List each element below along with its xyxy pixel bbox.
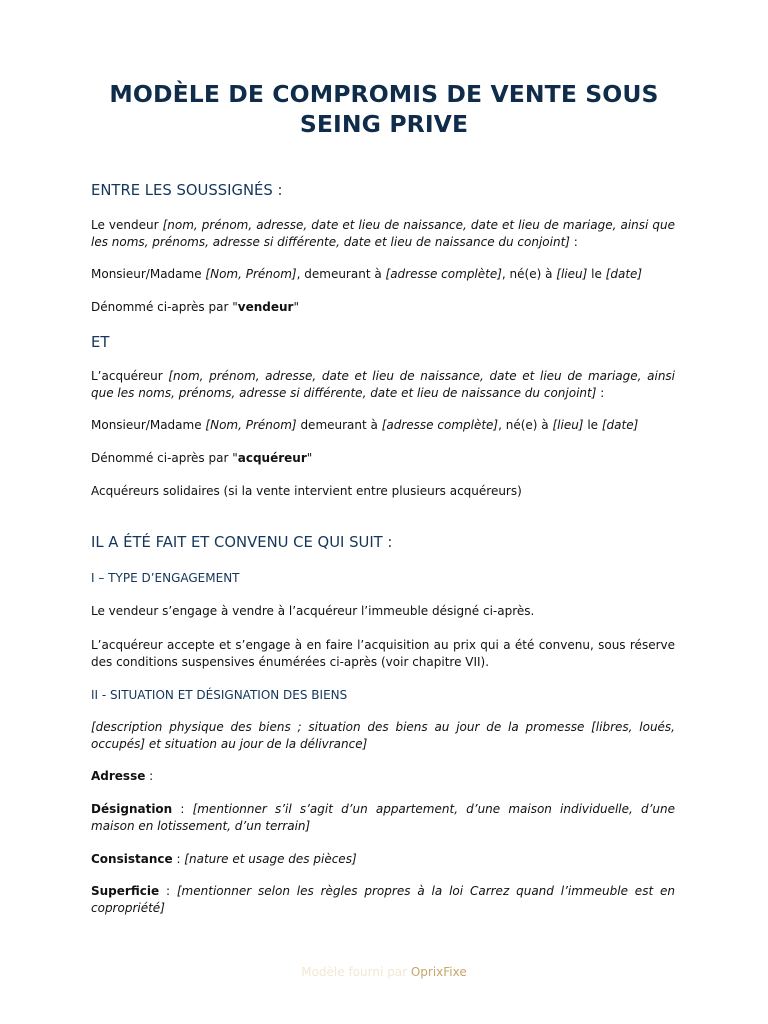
buyer-birthplace-placeholder: [lieu] — [552, 418, 584, 432]
buyer-identity-line — [91, 417, 675, 434]
area-label: Superficie — [91, 884, 160, 898]
seller-designation-suffix: " — [293, 300, 299, 314]
footer-prefix: Modèle fourni par — [301, 965, 411, 979]
footer-credit — [0, 965, 768, 979]
title-line-2: SEING PRIVE — [299, 110, 469, 138]
property-address — [91, 768, 675, 785]
seller-intro-end: : — [569, 235, 578, 249]
buyer-line-text-1: Monsieur/Madame — [91, 418, 206, 432]
seller-designation-prefix: Dénommé ci-après par " — [91, 300, 238, 314]
seller-designation-term: vendeur — [237, 300, 294, 314]
seller-designation — [91, 299, 675, 316]
consistency-separator: : — [172, 852, 185, 866]
seller-date-placeholder: [date] — [605, 267, 643, 281]
buyer-intro — [91, 368, 675, 402]
property-consistency — [91, 851, 675, 868]
buyer-line-text-4: le — [583, 418, 602, 432]
property-area — [91, 883, 675, 917]
buyer-line-text-3: , né(e) à — [498, 418, 553, 432]
designation-separator: : — [172, 802, 193, 816]
buyer-date-placeholder: [date] — [601, 418, 639, 432]
property-designation — [91, 801, 675, 835]
address-separator: : — [145, 769, 154, 783]
title-line-1: MODÈLE DE COMPROMIS DE VENTE SOUS — [109, 80, 659, 108]
seller-intro-placeholder: [nom, prénom, adresse, date et lieu de naissance, date et lieu de mariage, ainsi que les noms, prénoms, adresse si différente, date et lieu de naissance du conjoint] — [91, 218, 675, 249]
buyer-line-text-2: demeurant à — [296, 418, 382, 432]
buyer-intro-start: L’acquéreur — [91, 369, 169, 383]
section-heading-agreed: IL A ÉTÉ FAIT ET CONVENU CE QUI SUIT : — [91, 534, 393, 551]
consistency-label: Consistance — [91, 852, 173, 866]
footer-brand-link[interactable]: OprixFixe — [410, 965, 467, 979]
seller-name-placeholder: [Nom, Prénom] — [205, 267, 297, 281]
buyer-intro-end: : — [596, 386, 605, 400]
designation-label: Désignation — [91, 802, 173, 816]
seller-line-text-4: le — [587, 267, 606, 281]
seller-address-placeholder: [adresse complète] — [385, 267, 502, 281]
seller-line-text-1: Monsieur/Madame — [91, 267, 206, 281]
buyer-intro-placeholder: [nom, prénom, adresse, date et lieu de naissance, date et lieu de mariage, ainsi que les noms, prénoms, adresse si différente, date et lieu de naissance du conjoint] — [91, 369, 676, 400]
seller-line-text-2: , demeurant à — [296, 267, 386, 281]
designation-placeholder: [mentionner s’il s’agit d’un appartement, d’une maison individuelle, d’une maison en lotissement, d’un terrain] — [91, 802, 675, 833]
joint-buyers-note: Acquéreurs solidaires (si la vente intervient entre plusieurs acquéreurs) — [91, 484, 522, 498]
seller-intro-start: Le vendeur — [91, 218, 163, 232]
property-description: [description physique des biens ; situation des biens au jour de la promesse [libres, loués, occupés] et situation au jour de la délivrance] — [91, 720, 675, 751]
buyer-designation — [91, 450, 675, 467]
buyer-address-placeholder: [adresse complète] — [381, 418, 499, 432]
consistency-placeholder: [nature et usage des pièces] — [184, 852, 357, 866]
section-1-heading: I – TYPE D’ENGAGEMENT — [91, 571, 240, 585]
and-separator: ET — [91, 334, 110, 351]
section-2-heading: II - SITUATION ET DÉSIGNATION DES BIENS — [91, 688, 348, 702]
seller-identity-line — [91, 266, 675, 283]
buyer-name-placeholder: [Nom, Prénom] — [205, 418, 297, 432]
seller-line-text-3: , né(e) à — [501, 267, 557, 281]
buyer-designation-prefix: Dénommé ci-après par " — [91, 451, 238, 465]
seller-intro — [91, 217, 675, 251]
buyer-designation-term: acquéreur — [237, 451, 307, 465]
buyer-designation-suffix: " — [306, 451, 313, 465]
address-label: Adresse — [91, 769, 146, 783]
area-separator: : — [159, 884, 177, 898]
document-title — [60, 79, 708, 139]
area-placeholder: [mentionner selon les règles propres à la loi Carrez quand l’immeuble est en copropriété] — [91, 884, 675, 915]
section-1-paragraph-2: L’acquéreur accepte et s’engage à en faire l’acquisition au prix qui a été convenu, sous réserve des conditions suspensives énumérées ci-après (voir chapitre VII). — [91, 638, 675, 669]
section-heading-between: ENTRE LES SOUSSIGNÉS : — [91, 182, 283, 199]
section-1-paragraph-1: Le vendeur s’engage à vendre à l’acquéreur l’immeuble désigné ci-après. — [91, 604, 535, 618]
seller-birthplace-placeholder: [lieu] — [556, 267, 588, 281]
